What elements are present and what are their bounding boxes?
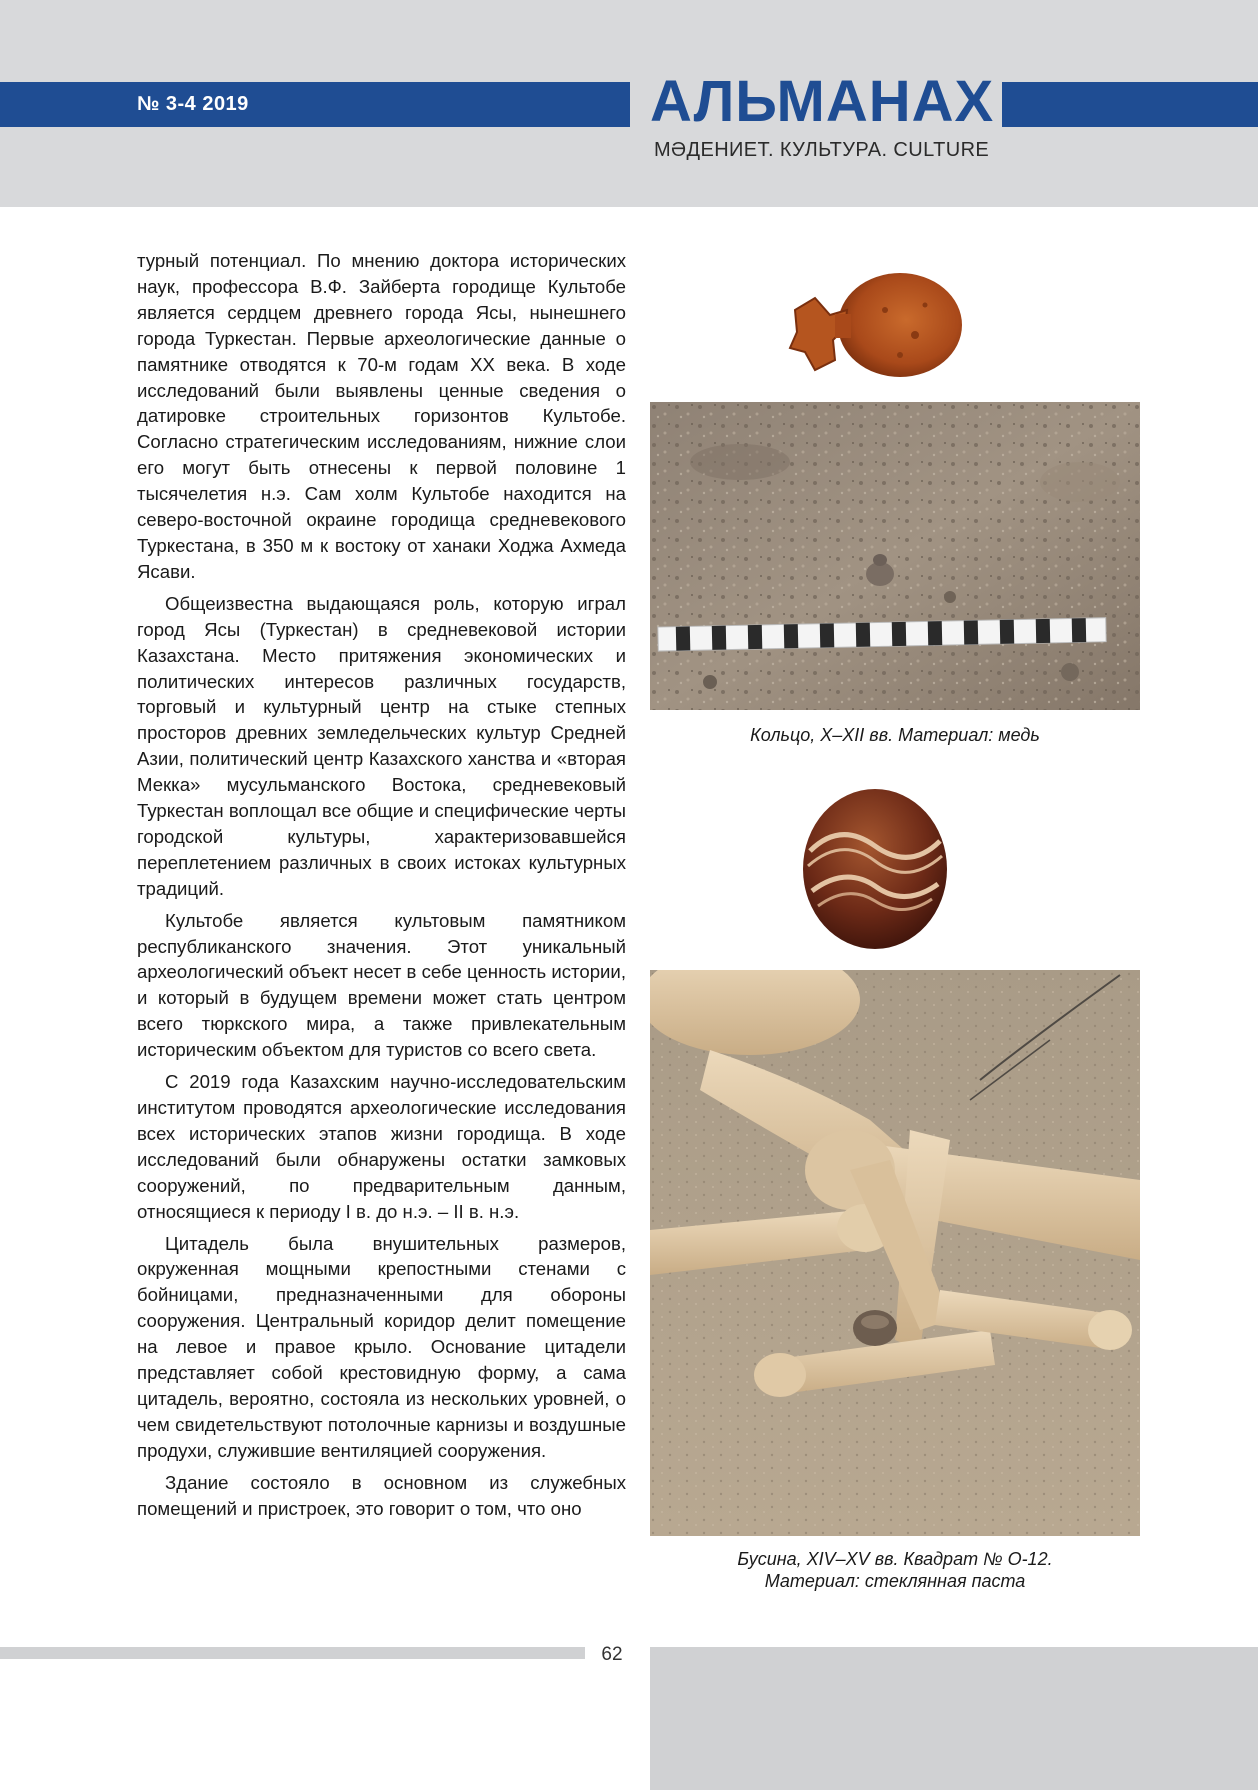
issue-number: № 3-4 2019 <box>137 93 249 115</box>
bead-caption-line-1: Бусина, XIV–XV вв. Квадрат № O-12. <box>737 1549 1053 1569</box>
magazine-subtitle: МӘДЕНИЕТ. КУЛЬТУРА. CULTURE <box>654 139 990 161</box>
magazine-title: АЛЬМАНАХ <box>650 69 995 134</box>
footer-block <box>650 1647 1258 1790</box>
excavation-photo-bead <box>650 970 1140 1536</box>
page-header <box>0 0 1258 207</box>
article-paragraph: турный потенциал. По мнению доктора исторических наук, профессора В.Ф. Зайберта городище Культобе является сердцем древнего города Ясы, нынешнего города Туркестан. Первые археологические данные о памятнике отводятся к 70-м годам XX века. В ходе исследований были выявлены ценные сведения о датировке строительных горизонтов Культобе. Согласно стратегическим исследованиям, нижние слои его могут быть отнесены к первой половине 1 тысячелетия н.э. Сам холм Культобе находится на северо-восточной окраине городища средневекового Туркестана, в 350 м к востоку от ханаки Ходжа Ахмеда Ясави. <box>137 250 626 582</box>
article-paragraph: Культобе является культовым памятником республиканского значения. Этот уникальный археологический объект несет в себе ценность истории, и который в будущем времени может стать центром всего тюркского мира, а также привлекательным историческим объектом для туристов со всего света. <box>137 909 626 1061</box>
article-paragraph: Цитадель была внушительных размеров, окруженная мощными крепостными стенами с бойницами, предназначенными для обороны сооружения. Центральный коридор делит помещение на левое и правое крыло. Основание цитадели представляет собой крестовидную форму, а сама цитадель, вероятно, состояла из нескольких уровней, о чем свидетельствуют потолочные карнизы и воздушные продухи, служившие вентиляцией сооружения. <box>137 1232 626 1461</box>
article-paragraph: Общеизвестна выдающаяся роль, которую играл город Ясы (Туркестан) в средневековой истории Казахстана. Место притяжения экономических и политических интересов различных государств, торговый и культурный центр на стыке степных просторов древних земледельческих культур Средней Азии, политический центр Казахского ханства и «вторая Мекка» мусульманского Востока, средневековый Туркестан воплощал все общие и специфические черты городской культуры, характеризовавшейся переплетением различных в своих истоках культурных традиций. <box>137 592 626 899</box>
footer-rule <box>0 1647 585 1659</box>
ring-caption: Кольцо, X–XII вв. Материал: медь <box>750 725 1040 745</box>
article-paragraph: С 2019 года Казахским научно-исследовательским институтом проводятся археологические исследования всех исторических этапов жизни городища. В ходе исследований были обнаружены остатки замковых сооружений, по предварительным данным, относящиеся к периоду I в. до н.э. – II в. н.э. <box>137 1071 626 1222</box>
article-paragraph: Здание состояло в основном из служебных помещений и пристроек, это говорит о том, что оно <box>137 1471 626 1519</box>
header-band-left <box>0 82 630 127</box>
article-body <box>137 248 626 1528</box>
bead-caption-line-2: Материал: стеклянная паста <box>764 1571 1026 1591</box>
page-number: 62 <box>601 1644 623 1665</box>
ring-artifact-image <box>775 270 975 385</box>
header-band-right <box>1002 82 1258 127</box>
bead-artifact-image <box>800 786 950 952</box>
excavation-photo-ring <box>650 402 1140 710</box>
